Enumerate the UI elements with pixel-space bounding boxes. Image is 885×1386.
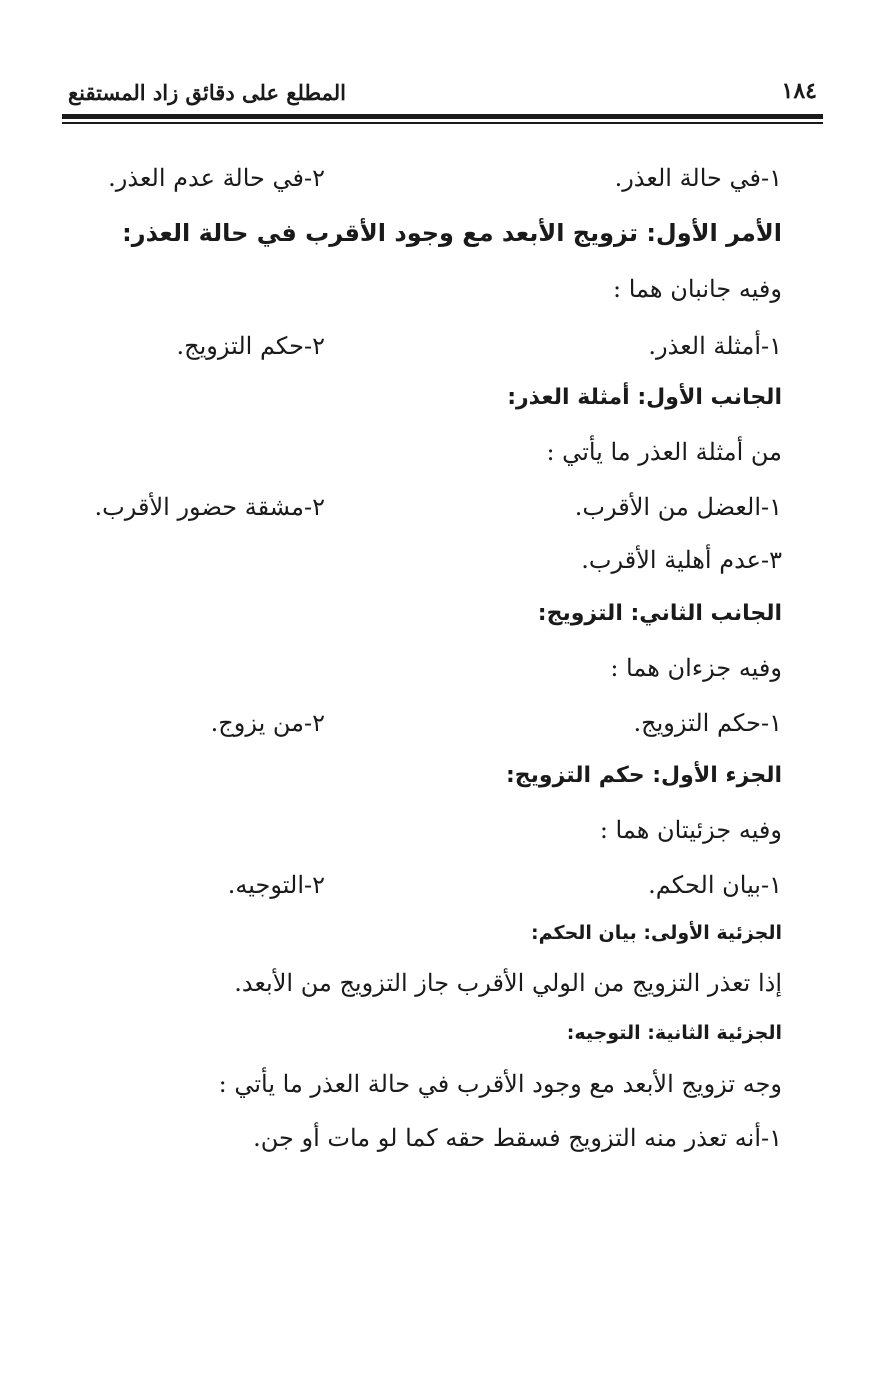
header-rule-thick: [62, 114, 823, 119]
header-rule-thin: [62, 122, 823, 124]
list-item: ١-في حالة العذر.: [614, 164, 782, 192]
section-heading: الجانب الأول: أمثلة العذر:: [507, 385, 782, 410]
section-heading: الجزء الأول: حكم التزويج:: [505, 763, 782, 788]
list-item: ١-أمثلة العذر.: [648, 332, 782, 360]
list-item: ٢-في حالة عدم العذر.: [108, 164, 325, 192]
list-item: ١-العضل من الأقرب.: [574, 493, 782, 521]
list-item: ٢-حكم التزويج.: [176, 332, 325, 360]
section-heading: الأمر الأول: تزويج الأبعد مع وجود الأقرب في حالة العذر:: [122, 219, 782, 247]
section-heading: الجانب الثاني: التزويج:: [537, 601, 782, 626]
text-line: [108, 158, 782, 198]
text-line: وفيه جانبان هما :: [613, 275, 782, 303]
list-item: ٢-مشقة حضور الأقرب.: [94, 493, 325, 521]
text-line: وفيه جزئيتان هما :: [599, 816, 782, 844]
text-line: ١-أنه تعذر منه التزويج فسقط حقه كما لو مات أو جن.: [253, 1124, 782, 1152]
text-line: ٣-عدم أهلية الأقرب.: [581, 546, 782, 574]
list-item: ٢-من يزوج.: [210, 709, 325, 737]
text-line: [176, 326, 782, 366]
text-line: [210, 703, 782, 743]
text-line: وجه تزويج الأبعد مع وجود الأقرب في حالة العذر ما يأتي :: [218, 1070, 782, 1098]
text-line: من أمثلة العذر ما يأتي :: [546, 438, 782, 466]
page-header: [62, 78, 823, 112]
list-item: ٢-التوجيه.: [227, 871, 325, 899]
list-item: ١-بيان الحكم.: [648, 871, 782, 899]
section-heading: الجزئية الثانية: التوجيه:: [566, 1022, 782, 1044]
running-title: المطلع على دقائق زاد المستقنع: [68, 80, 347, 105]
section-heading: الجزئية الأولى: بيان الحكم:: [531, 922, 782, 944]
list-item: ١-حكم التزويج.: [633, 709, 782, 737]
text-line: إذا تعذر التزويج من الولي الأقرب جاز التزويج من الأبعد.: [234, 969, 782, 997]
text-line: [227, 865, 782, 905]
page-number: ١٨٤: [781, 78, 817, 104]
text-line: [94, 487, 782, 527]
text-line: وفيه جزءان هما :: [610, 654, 782, 682]
